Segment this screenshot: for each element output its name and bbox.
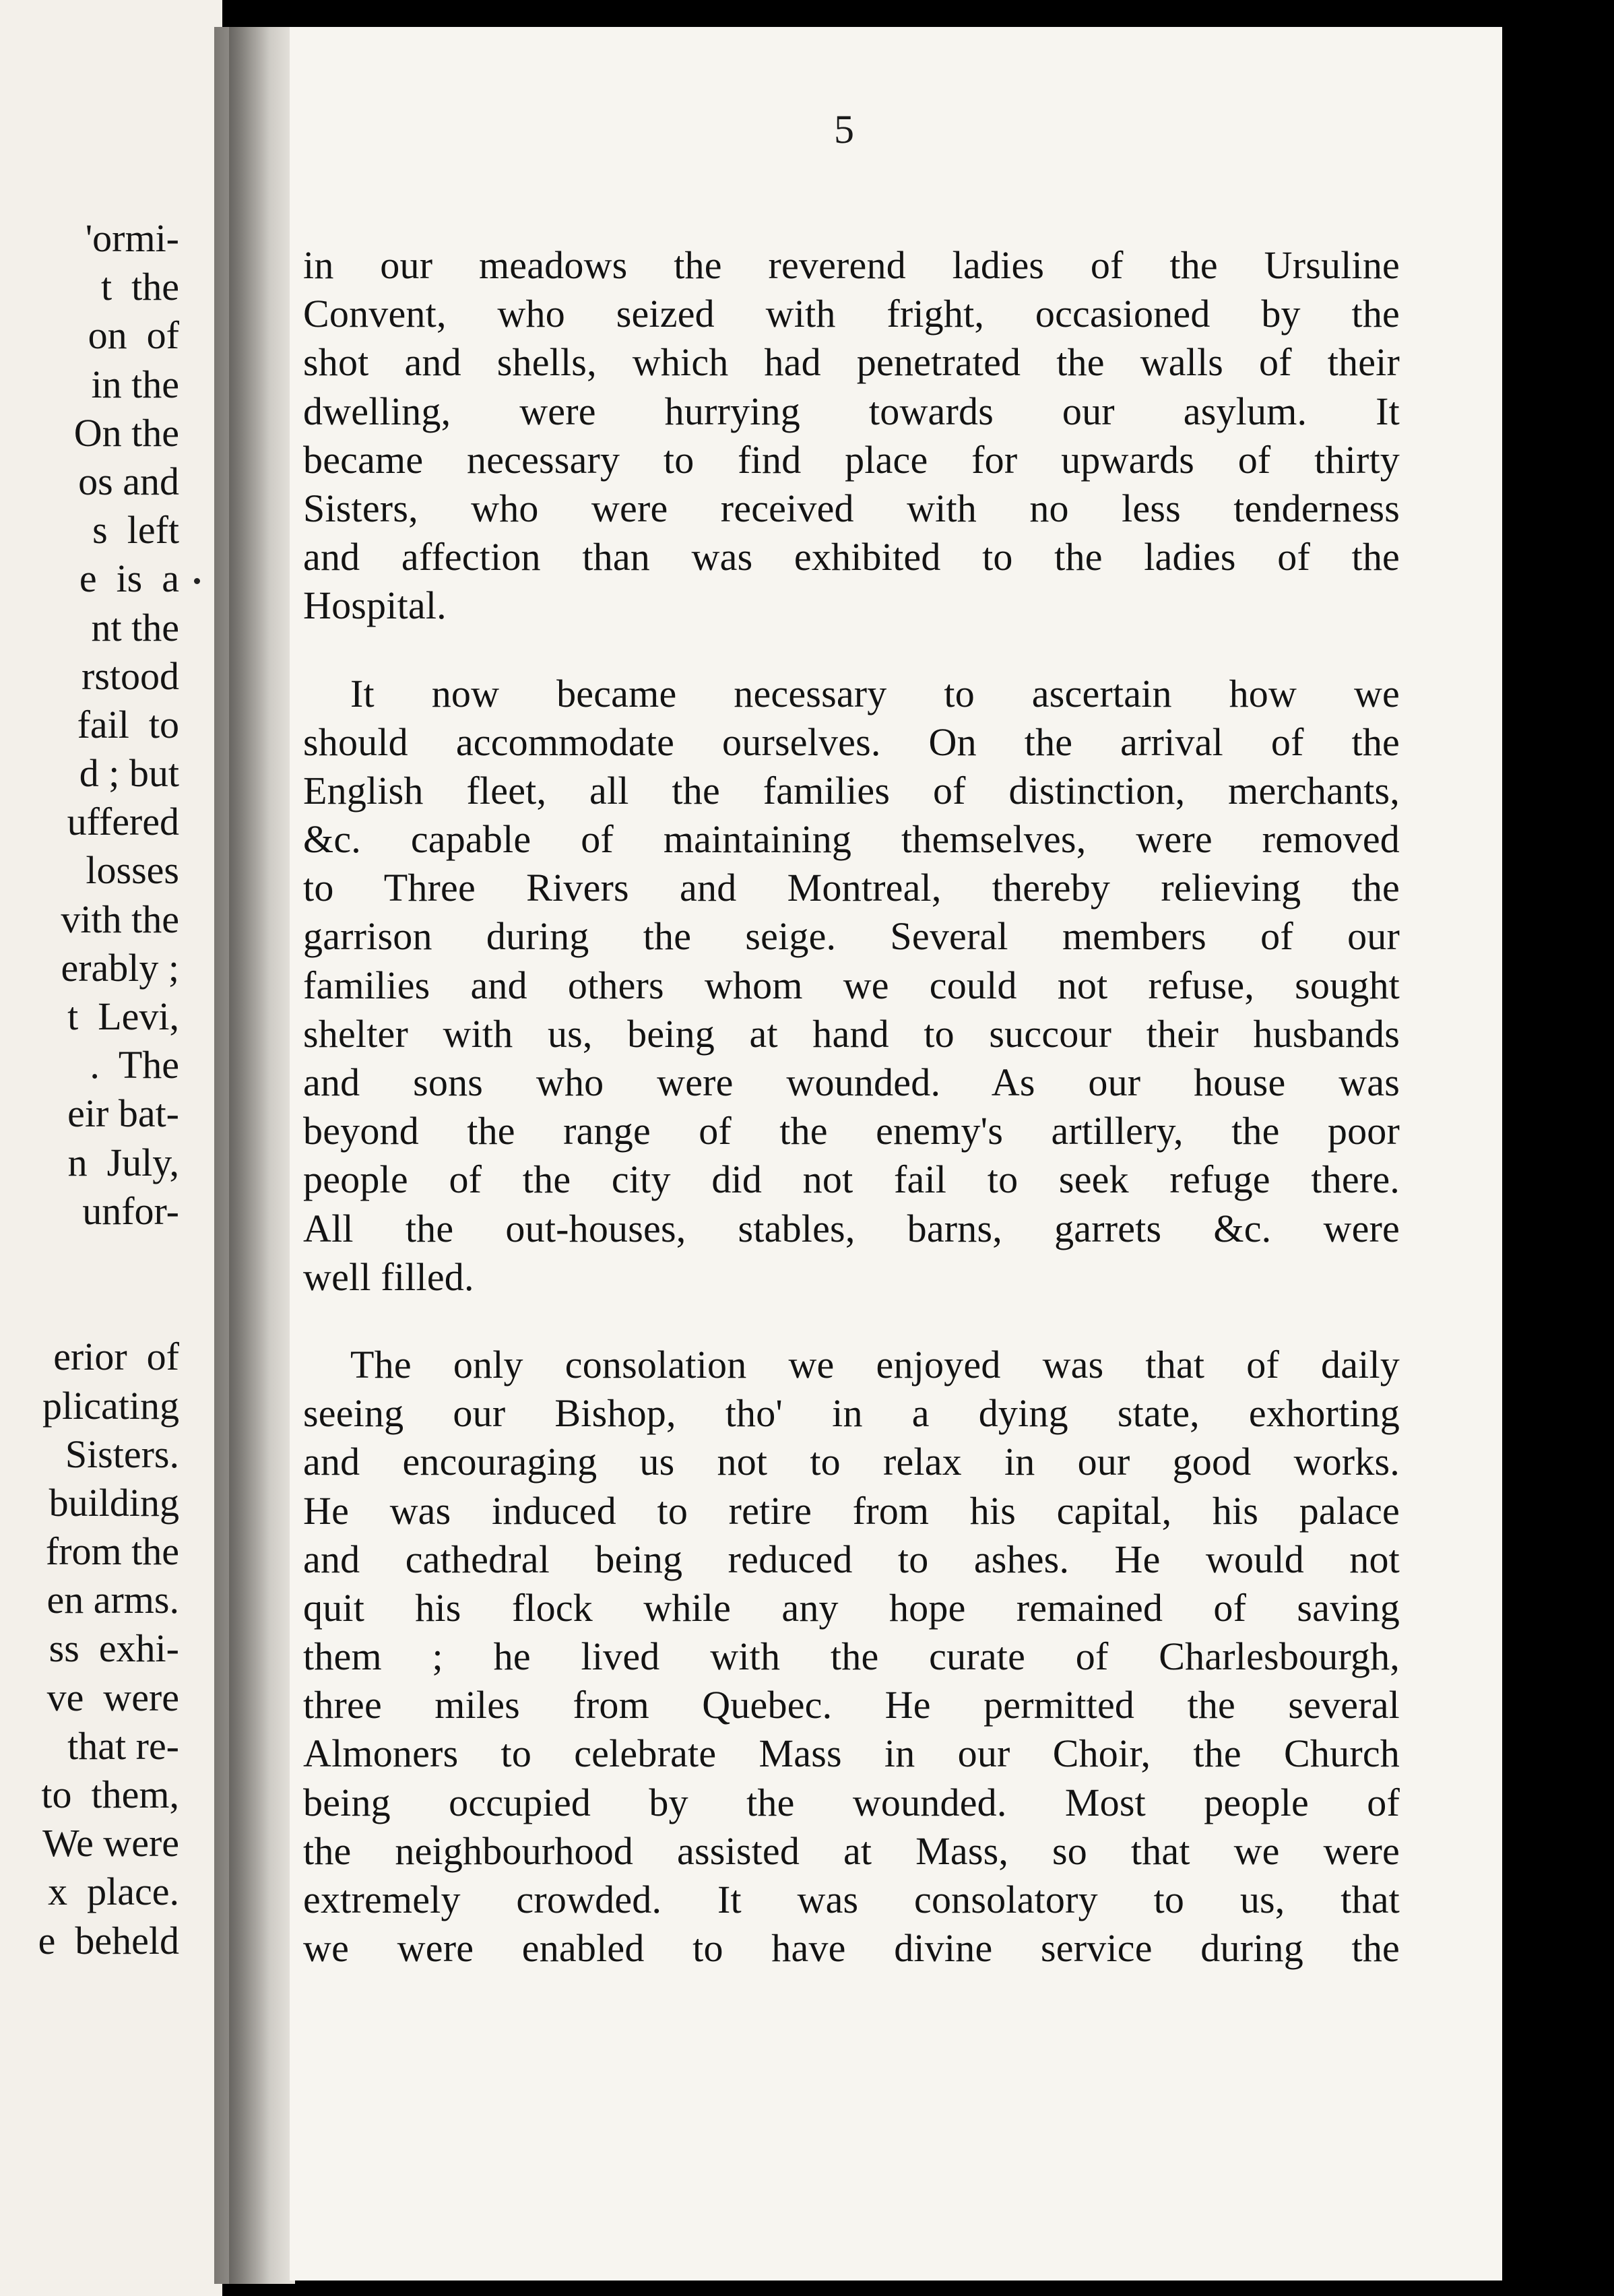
text-line: dwelling, were hurrying towards our asylum. It <box>303 389 1400 433</box>
left-fragment-line: x place. <box>48 1870 179 1914</box>
text-line: English fleet, all the families of distinction, merchants, <box>303 768 1400 812</box>
text-line: people of the city did not fail to seek refuge there. <box>303 1157 1400 1202</box>
left-page-text <box>0 214 218 1965</box>
left-fragment-line: On the <box>73 410 179 455</box>
paragraph <box>303 670 1400 1302</box>
page-body <box>303 241 1400 1973</box>
left-fragment-line: losses <box>75 848 179 893</box>
text-line: Almoners to celebrate Mass in our Choir, the Church <box>303 1731 1400 1776</box>
text-line: He was induced to retire from his capital, his palace <box>303 1488 1400 1533</box>
text-line: and cathedral being reduced to ashes. He would not <box>303 1537 1400 1581</box>
text-line: the neighbourhood assisted at Mass, so that we were <box>303 1828 1400 1873</box>
left-fragment-line: t Levi, <box>67 994 179 1038</box>
text-line: three miles from Quebec. He permitted the several <box>303 1683 1400 1727</box>
text-line: quit his flock while any hope remained of saving <box>303 1585 1400 1630</box>
left-fragment-line: uffered <box>67 800 179 844</box>
paragraph-gap <box>303 1302 1400 1341</box>
left-fragment-line: t the <box>101 265 179 309</box>
text-line: and encouraging us not to relax in our good works. <box>303 1440 1400 1484</box>
left-fragment-line: d ; but <box>79 751 179 796</box>
text-line: shot and shells, which had penetrated the walls of their <box>303 340 1400 385</box>
left-fragment-line: s left <box>92 508 179 552</box>
left-fragment-line: fail to <box>77 702 179 746</box>
text-line: &c. capable of maintaining themselves, were removed <box>303 817 1400 862</box>
left-fragment-line: to them, <box>41 1773 179 1816</box>
text-line: The only consolation we enjoyed was that of daily <box>350 1342 1400 1386</box>
left-fragment-line: nt the <box>91 605 179 649</box>
left-fragment-line: eir bat- <box>67 1091 179 1136</box>
left-fragment-line: os and <box>78 459 179 503</box>
text-line: and sons who were wounded. As our house was <box>303 1060 1400 1104</box>
left-fragment-line: vith the <box>61 897 179 941</box>
text-line: them ; he lived with the curate of Charlesbourgh, <box>303 1634 1400 1679</box>
left-fragment-line: Sisters. <box>45 1432 179 1476</box>
left-fragment-line: that re- <box>48 1723 179 1768</box>
left-fragment-line: e beheld <box>38 1918 179 1963</box>
left-fragment-line: plicating <box>42 1383 179 1428</box>
left-fragment-line: in the <box>91 362 179 406</box>
left-fragment-line: rstood <box>82 653 179 698</box>
left-fragment-line: erior of <box>53 1335 179 1379</box>
left-page <box>0 0 222 2296</box>
left-fragment-line: . The <box>90 1043 179 1087</box>
text-line: shelter with us, being at hand to succour their husbands <box>303 1011 1400 1056</box>
gutter-shadow <box>229 27 269 2284</box>
text-line: became necessary to find place for upwards of thirty <box>303 437 1400 482</box>
text-line: should accommodate ourselves. On the arrival of the <box>303 720 1400 764</box>
text-line: in our meadows the reverend ladies of the Ursuline <box>303 243 1400 287</box>
text-line: Convent, who seized with fright, occasioned by the <box>303 292 1400 336</box>
text-line: extremely crowded. It was consolatory to us, that <box>303 1878 1400 1921</box>
left-fragment-line: on of <box>88 313 179 358</box>
left-fragment-line: building <box>49 1480 179 1525</box>
text-line: being occupied by the wounded. Most people of <box>303 1780 1400 1824</box>
text-line: seeing our Bishop, tho' in a dying state, exhorting <box>303 1391 1400 1436</box>
paragraph <box>303 1341 1400 1973</box>
right-page <box>290 27 1502 2281</box>
ink-dot <box>194 578 200 584</box>
text-line: garrison during the seige. Several members of our <box>303 914 1400 959</box>
text-line: we were enabled to have divine service during the <box>303 1926 1400 1971</box>
text-line: Hospital. <box>303 583 447 628</box>
page-number: 5 <box>834 107 854 152</box>
paragraph <box>303 241 1400 631</box>
left-fragment-line: e is a <box>79 556 179 601</box>
text-line: Sisters, who were received with no less tenderness <box>303 486 1400 530</box>
text-line: and affection than was exhibited to the ladies of the <box>303 535 1400 579</box>
left-fragment-line: 'ormi- <box>85 216 179 260</box>
left-fragment-line: We were <box>42 1821 179 1865</box>
left-fragment-line: erably ; <box>61 945 179 990</box>
scan-border <box>1502 0 1614 2296</box>
left-fragment-line: en arms. <box>46 1578 179 1622</box>
left-fragment-line: from the <box>45 1529 179 1574</box>
left-fragment-line: ve were <box>46 1675 179 1719</box>
left-fragment-line: n July, <box>67 1140 179 1184</box>
text-line: families and others whom we could not refuse, sought <box>303 963 1400 1007</box>
left-fragment-line: unfor- <box>63 1188 179 1233</box>
paragraph-gap <box>303 631 1400 670</box>
left-fragment-line <box>0 1284 218 1333</box>
left-fragment-line <box>0 1236 218 1284</box>
text-line: It now became necessary to ascertain how we <box>350 671 1400 715</box>
left-fragment-line: ss exhi- <box>49 1626 179 1671</box>
text-line: All the out-houses, stables, barns, garrets &c. were <box>303 1206 1400 1250</box>
text-line: beyond the range of the enemy's artillery, the poor <box>303 1109 1400 1153</box>
text-line: well filled. <box>303 1254 474 1299</box>
text-line: to Three Rivers and Montreal, thereby relieving the <box>303 866 1400 910</box>
